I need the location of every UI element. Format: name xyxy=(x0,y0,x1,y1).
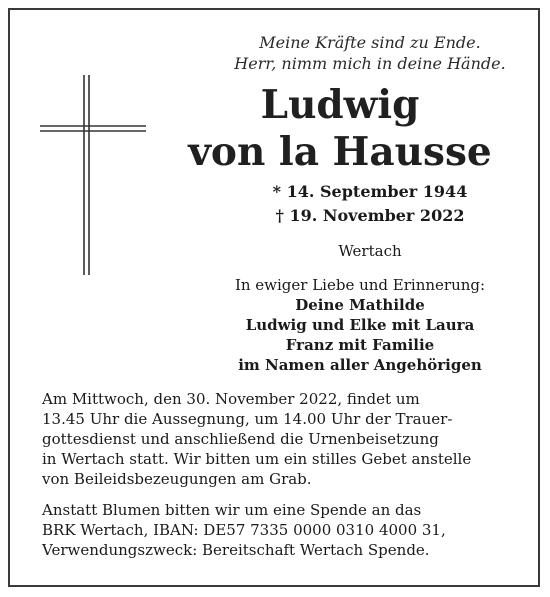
motto-line: Meine Kräfte sind zu Ende. xyxy=(259,33,481,52)
text-line: BRK Wertach, IBAN: DE57 7335 0000 0310 4000 31, xyxy=(42,521,446,539)
life-dates xyxy=(200,180,540,228)
mourners-intro: In ewiger Liebe und Erinnerung: xyxy=(234,276,486,294)
mourner-name: Ludwig und Elke mit Laura xyxy=(245,316,475,334)
donation-notice xyxy=(42,500,522,560)
text-line: Anstatt Blumen bitten wir um eine Spende an das xyxy=(42,501,422,519)
surname: von la Hausse xyxy=(188,129,492,175)
motto-line: Herr, nimm mich in deine Hände. xyxy=(234,54,506,73)
deceased-name xyxy=(180,82,500,176)
text-line: von Beileidsbezeugungen am Grab. xyxy=(42,470,312,488)
text-line: gottesdienst und anschließend die Urnenbeisetzung xyxy=(42,430,439,448)
text-line: Verwendungszweck: Bereitschaft Wertach Spende. xyxy=(42,541,430,559)
mourners xyxy=(180,275,540,375)
mourner-name: im Namen aller Angehörigen xyxy=(238,356,482,374)
place: Wertach xyxy=(338,242,402,260)
funeral-notice xyxy=(42,389,522,489)
mourner-name: Franz mit Familie xyxy=(285,336,435,354)
birth-date: * 14. September 1944 xyxy=(272,182,468,201)
first-name: Ludwig xyxy=(260,82,420,128)
text-line: in Wertach statt. Wir bitten um ein stilles Gebet anstelle xyxy=(42,450,472,468)
cross-icon xyxy=(40,75,150,275)
death-date: † 19. November 2022 xyxy=(275,206,465,225)
text-line: 13.45 Uhr die Aussegnung, um 14.00 Uhr der Trauer- xyxy=(42,410,453,428)
mourner-name: Deine Mathilde xyxy=(295,296,425,314)
motto xyxy=(200,32,540,74)
text-line: Am Mittwoch, den 30. November 2022, findet um xyxy=(42,390,420,408)
